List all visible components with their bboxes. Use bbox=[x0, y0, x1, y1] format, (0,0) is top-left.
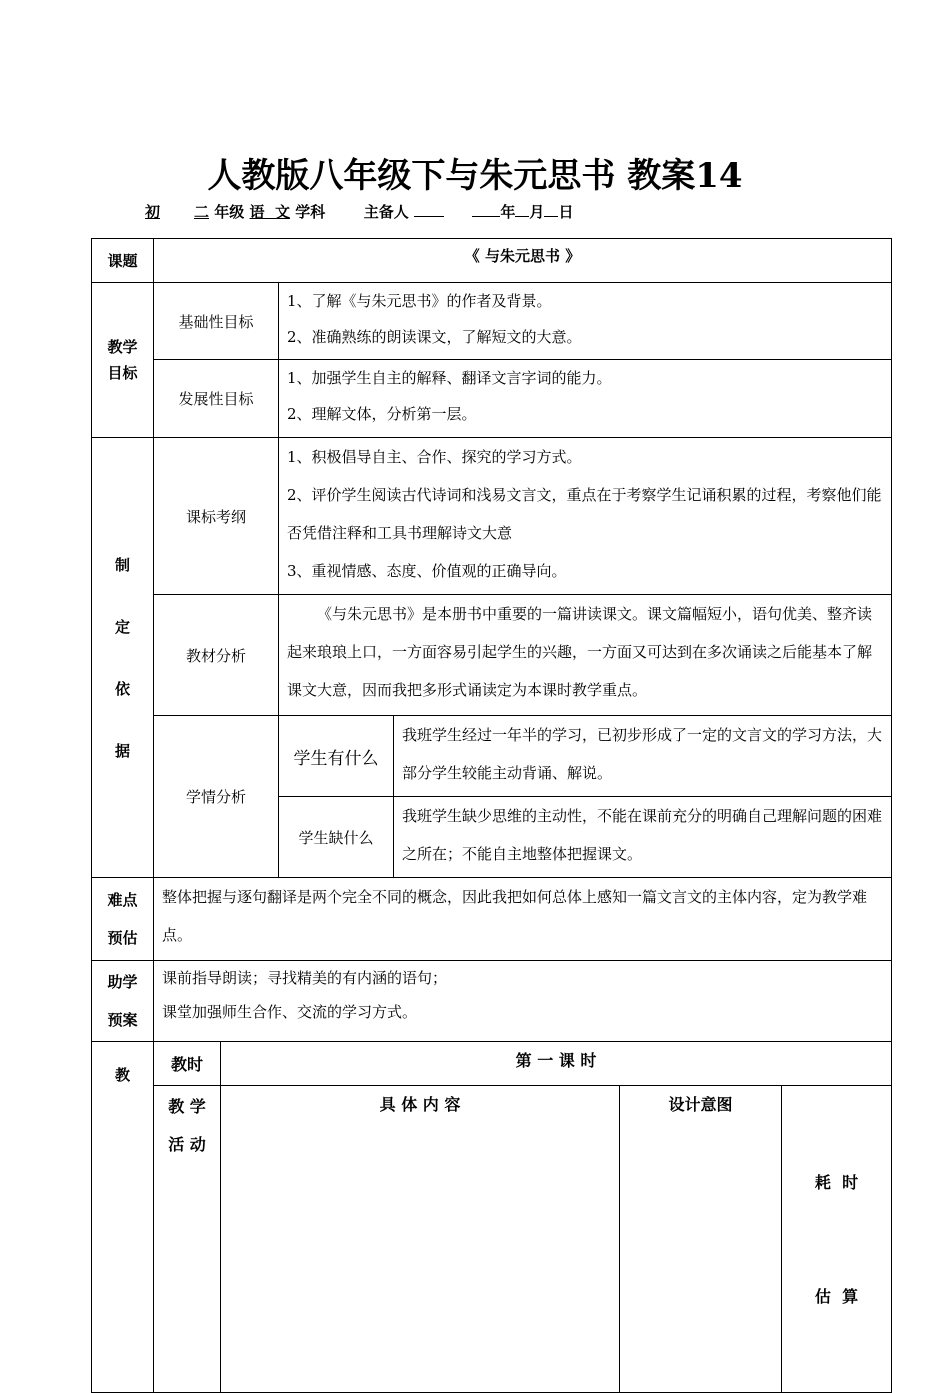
basic-goal-label: 基础性目标 bbox=[154, 283, 279, 360]
basis-label bbox=[92, 438, 154, 878]
preparer-label: 主备人 bbox=[363, 203, 409, 221]
curriculum-line: 1、积极倡导自主、合作、探究的学习方式。 bbox=[287, 448, 582, 466]
year-label: 年 bbox=[500, 203, 516, 221]
assist-line: 课前指导朗读；寻找精美的有内涵的语句； bbox=[162, 969, 448, 987]
subject-value: 语 文 bbox=[249, 203, 290, 221]
basic-goal-line: 2、准确熟练的朗读课文，了解短文的大意。 bbox=[287, 328, 582, 346]
students-has-text: 我班学生经过一年半的学习，已初步形成了一定的文言文的学习方法，大部分学生较能主动背诵、解说。 bbox=[402, 726, 883, 782]
lesson-plan-table bbox=[91, 238, 892, 1393]
curriculum-content bbox=[279, 438, 892, 595]
goals-label: 教学目标 bbox=[92, 283, 154, 438]
students-has-label: 学生有什么 bbox=[279, 716, 394, 797]
period-value: 第 一 课 时 bbox=[221, 1042, 892, 1086]
time-label: 耗 时 估 算 bbox=[782, 1086, 892, 1393]
day-label: 日 bbox=[558, 203, 574, 221]
difficulty-content bbox=[154, 878, 892, 961]
month-blank bbox=[515, 204, 529, 217]
month-label: 月 bbox=[529, 203, 545, 221]
basis-char: 制 bbox=[114, 555, 130, 574]
day-blank bbox=[544, 204, 558, 217]
assist-label: 助学 预案 bbox=[92, 961, 154, 1042]
students-has-content bbox=[394, 716, 892, 797]
basis-char: 依 bbox=[114, 679, 130, 698]
basic-goal-line: 1、了解《与朱元思书》的作者及背景。 bbox=[287, 292, 552, 310]
basic-goal-content bbox=[279, 283, 892, 360]
document-title: 人教版八年级下与朱元思书 教案14 bbox=[207, 156, 743, 196]
topic-label: 课题 bbox=[92, 239, 154, 283]
intent-label: 设计意图 bbox=[620, 1086, 782, 1393]
curriculum-line: 3、重视情感、态度、价值观的正确导向。 bbox=[287, 562, 567, 580]
material-label: 教材分析 bbox=[154, 595, 279, 716]
difficulty-label: 难点 预估 bbox=[92, 878, 154, 961]
curriculum-label: 课标考纲 bbox=[154, 438, 279, 595]
students-lacks-label: 学生缺什么 bbox=[279, 797, 394, 878]
subject-label: 学科 bbox=[295, 203, 326, 221]
grade-prefix: 初 bbox=[145, 203, 161, 221]
assist-line: 课堂加强师生合作、交流的学习方式。 bbox=[162, 1003, 418, 1021]
development-goal-label: 发展性目标 bbox=[154, 360, 279, 438]
content-label: 具 体 内 容 bbox=[221, 1086, 620, 1393]
students-lacks-text: 我班学生缺少思维的主动性，不能在课前充分的明确自己理解问题的困难之所在；不能自主地整体把握课文。 bbox=[402, 807, 883, 863]
development-goal-content bbox=[279, 360, 892, 438]
students-label: 学情分析 bbox=[154, 716, 279, 878]
topic-value: 《 与朱元思书 》 bbox=[154, 239, 892, 283]
grade-value: 二 bbox=[194, 203, 210, 221]
students-lacks-content bbox=[394, 797, 892, 878]
material-text: 《与朱元思书》是本册书中重要的一篇讲读课文。课文篇幅短小，语句优美、整齐读起来琅琅上口，一方面容易引起学生的兴趣，一方面又可达到在多次诵读之后能基本了解课文大意，因而我把多形式诵读定为本课时教学重点。 bbox=[287, 605, 873, 699]
curriculum-line: 2、评价学生阅读古代诗词和浅易文言文，重点在于考察学生记诵积累的过程，考察他们能否凭借注释和工具书理解诗文大意 bbox=[287, 486, 882, 542]
difficulty-text: 整体把握与逐句翻译是两个完全不同的概念，因此我把如何总体上感知一篇文言文的主体内容，定为教学难点。 bbox=[162, 888, 868, 944]
material-content bbox=[279, 595, 892, 716]
assist-content bbox=[154, 961, 892, 1042]
activity-label: 教 学 活 动 bbox=[154, 1086, 221, 1393]
preparer-blank bbox=[414, 204, 444, 217]
process-label: 教 bbox=[92, 1042, 154, 1393]
basis-char: 据 bbox=[114, 741, 130, 760]
development-goal-line: 1、加强学生自主的解释、翻译文言字词的能力。 bbox=[287, 369, 612, 387]
development-goal-line: 2、理解文体，分析第一层。 bbox=[287, 405, 477, 423]
year-blank bbox=[472, 204, 500, 217]
basis-char: 定 bbox=[114, 617, 130, 636]
grade-label: 年级 bbox=[214, 203, 245, 221]
document-meta bbox=[145, 201, 573, 222]
period-label: 教时 bbox=[154, 1042, 221, 1086]
